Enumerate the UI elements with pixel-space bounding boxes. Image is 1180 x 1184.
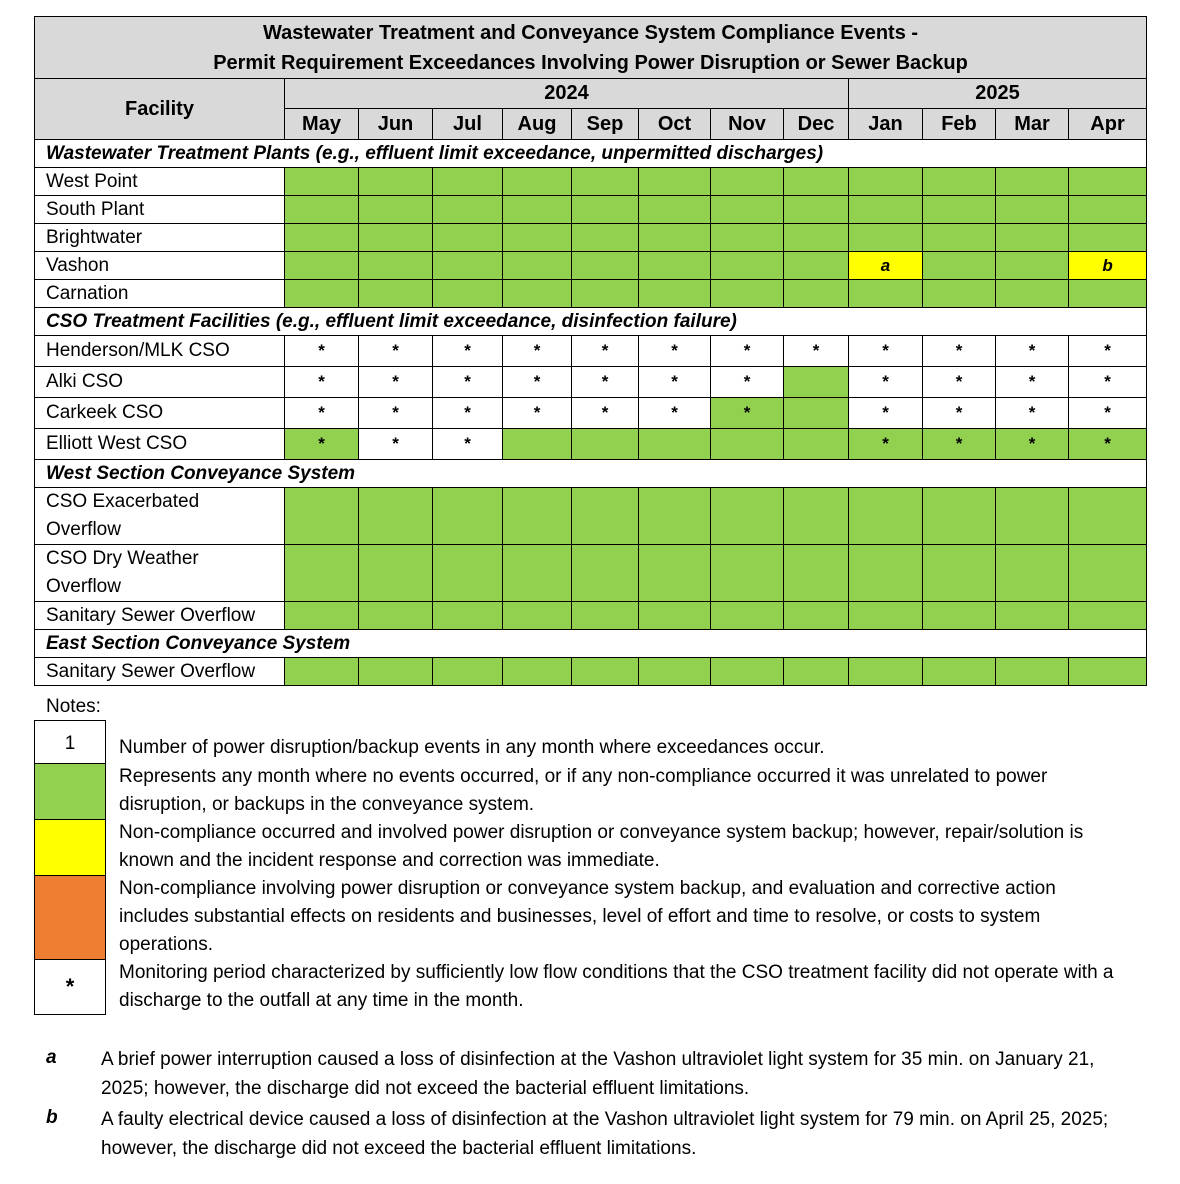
status-cell: * — [711, 336, 784, 367]
month-header-aug: Aug — [503, 109, 572, 140]
status-cell: * — [359, 398, 433, 429]
legend-description: Number of power disruption/backup events in any month where exceedances occur. — [119, 737, 825, 758]
facility-name-line: South Plant — [46, 198, 145, 220]
facility-name — [35, 658, 285, 686]
status-cell — [849, 224, 923, 252]
legend-description: Non-compliance occurred and involved power disruption or conveyance system backup; however, repair/solution is known and the incident response and correction was immediate. — [119, 822, 1084, 871]
status-cell — [572, 545, 639, 602]
status-cell — [711, 602, 784, 630]
status-cell — [784, 280, 849, 308]
facility-name — [35, 429, 285, 460]
status-cell — [923, 224, 996, 252]
status-cell: * — [784, 336, 849, 367]
facility-row — [35, 429, 1147, 460]
status-cell: * — [433, 336, 503, 367]
status-cell — [639, 252, 711, 280]
status-cell — [923, 488, 996, 545]
status-cell — [784, 602, 849, 630]
status-cell: * — [849, 429, 923, 460]
section-label: CSO Treatment Facilities (e.g., effluent limit exceedance, disinfection failure) — [35, 308, 1147, 336]
title-line-1: Wastewater Treatment and Conveyance System Compliance Events - — [263, 21, 919, 44]
compliance-table — [34, 16, 1147, 686]
status-cell: * — [996, 398, 1069, 429]
status-cell: * — [923, 429, 996, 460]
status-cell: * — [503, 367, 572, 398]
status-cell — [996, 658, 1069, 686]
status-cell — [639, 545, 711, 602]
section-label: West Section Conveyance System — [35, 460, 1147, 488]
facility-name-line: Carnation — [46, 282, 129, 304]
status-cell — [996, 280, 1069, 308]
status-cell — [433, 280, 503, 308]
status-cell — [285, 280, 359, 308]
status-cell — [1069, 658, 1147, 686]
year-header-2024: 2024 — [285, 79, 849, 109]
facility-name-line: CSO Dry Weather — [46, 548, 199, 569]
status-cell — [1069, 545, 1147, 602]
status-cell — [359, 545, 433, 602]
legend-swatch-orange — [34, 875, 106, 960]
status-cell — [639, 602, 711, 630]
status-cell — [639, 196, 711, 224]
status-cell — [359, 252, 433, 280]
facility-row — [35, 280, 1147, 308]
facility-name-line: CSO Exacerbated — [46, 491, 200, 512]
status-cell: b — [1069, 252, 1147, 280]
status-cell — [784, 398, 849, 429]
notes-label: Notes: — [46, 696, 101, 717]
section-row — [35, 460, 1147, 488]
status-cell — [285, 252, 359, 280]
status-cell — [572, 252, 639, 280]
status-cell — [784, 252, 849, 280]
facility-row — [35, 224, 1147, 252]
status-cell — [784, 224, 849, 252]
status-cell — [433, 252, 503, 280]
status-cell — [503, 602, 572, 630]
status-cell: * — [711, 367, 784, 398]
facility-name — [35, 168, 285, 196]
status-cell — [503, 280, 572, 308]
status-cell: * — [433, 367, 503, 398]
legend-swatch-white: 1 — [34, 720, 106, 764]
status-cell — [433, 658, 503, 686]
status-cell — [433, 224, 503, 252]
facility-name — [35, 280, 285, 308]
facility-name — [35, 196, 285, 224]
status-cell — [503, 196, 572, 224]
status-cell — [849, 545, 923, 602]
facility-name — [35, 336, 285, 367]
section-row — [35, 630, 1147, 658]
status-cell: * — [285, 336, 359, 367]
status-cell — [996, 545, 1069, 602]
status-cell — [711, 168, 784, 196]
facility-row — [35, 252, 1147, 280]
year-header-row — [35, 79, 1147, 109]
status-cell: * — [639, 398, 711, 429]
status-cell — [503, 224, 572, 252]
facility-name-line: Henderson/MLK CSO — [46, 340, 230, 361]
status-cell: * — [433, 429, 503, 460]
month-header-mar: Mar — [996, 109, 1069, 140]
status-cell — [639, 429, 711, 460]
status-cell — [359, 488, 433, 545]
section-label: East Section Conveyance System — [35, 630, 1147, 658]
legend-description: Represents any month where no events occurred, or if any non-compliance occurred it was unrelated to power disruption, or backups in the conveyance system. — [119, 766, 1048, 815]
facility-row — [35, 488, 1147, 545]
status-cell — [572, 488, 639, 545]
footnote-text: A brief power interruption caused a loss of disinfection at the Vashon ultraviolet light system for 35 min. on January 21, 2025; however, the discharge did not exceed the bacterial effluent limitations. — [101, 1049, 1095, 1099]
status-cell — [1069, 488, 1147, 545]
month-header-apr: Apr — [1069, 109, 1147, 140]
status-cell — [784, 367, 849, 398]
status-cell: * — [285, 429, 359, 460]
status-cell — [711, 545, 784, 602]
status-cell — [996, 488, 1069, 545]
status-cell — [923, 196, 996, 224]
month-header-jan: Jan — [849, 109, 923, 140]
facility-name-line: West Point — [46, 170, 138, 192]
status-cell — [923, 602, 996, 630]
facility-name-line: Overflow — [46, 576, 121, 597]
status-cell — [849, 196, 923, 224]
status-cell — [433, 488, 503, 545]
status-cell — [285, 602, 359, 630]
status-cell — [784, 658, 849, 686]
status-cell — [285, 658, 359, 686]
status-cell — [285, 168, 359, 196]
status-cell — [359, 196, 433, 224]
status-cell: * — [923, 336, 996, 367]
status-cell — [503, 429, 572, 460]
facility-name — [35, 398, 285, 429]
status-cell: * — [1069, 398, 1147, 429]
status-cell — [433, 602, 503, 630]
facility-name — [35, 224, 285, 252]
status-cell — [923, 545, 996, 602]
month-header-feb: Feb — [923, 109, 996, 140]
facility-row — [35, 545, 1147, 602]
status-cell: * — [1069, 429, 1147, 460]
status-cell — [711, 252, 784, 280]
status-cell: * — [923, 398, 996, 429]
status-cell — [849, 168, 923, 196]
status-cell: * — [503, 336, 572, 367]
status-cell — [639, 658, 711, 686]
facility-name-line: Elliott West CSO — [46, 433, 188, 454]
status-cell — [711, 196, 784, 224]
status-cell: * — [996, 429, 1069, 460]
status-cell: * — [572, 398, 639, 429]
status-cell — [359, 602, 433, 630]
status-cell — [503, 252, 572, 280]
section-label: Wastewater Treatment Plants (e.g., effluent limit exceedance, unpermitted discharges) — [35, 140, 1147, 168]
status-cell — [849, 658, 923, 686]
footnote-key: b — [46, 1107, 58, 1128]
status-cell — [285, 196, 359, 224]
status-cell: * — [1069, 336, 1147, 367]
status-cell — [572, 224, 639, 252]
status-cell — [996, 224, 1069, 252]
status-cell — [923, 168, 996, 196]
status-cell — [923, 252, 996, 280]
status-cell — [784, 488, 849, 545]
status-cell — [1069, 224, 1147, 252]
status-cell: * — [1069, 367, 1147, 398]
status-cell — [433, 545, 503, 602]
status-cell — [1069, 168, 1147, 196]
status-cell — [711, 224, 784, 252]
status-cell — [359, 224, 433, 252]
status-cell: * — [359, 429, 433, 460]
month-header-jul: Jul — [433, 109, 503, 140]
status-cell — [503, 488, 572, 545]
status-cell — [503, 168, 572, 196]
facility-name — [35, 602, 285, 630]
status-cell: * — [359, 367, 433, 398]
legend-description: Non-compliance involving power disruption or conveyance system backup, and evaluation and corrective action includes substantial effects on residents and businesses, level of effort and time to resolve, or costs to system operations. — [119, 878, 1056, 955]
status-cell — [433, 196, 503, 224]
footnote-key: a — [46, 1047, 57, 1068]
status-cell — [711, 488, 784, 545]
month-header-nov: Nov — [711, 109, 784, 140]
footnote-text: A faulty electrical device caused a loss of disinfection at the Vashon ultraviolet light system for 79 min. on April 25, 2025; however, the discharge did not exceed the bacterial effluent limitations. — [101, 1109, 1109, 1159]
status-cell: * — [359, 336, 433, 367]
status-cell — [639, 168, 711, 196]
status-cell — [1069, 280, 1147, 308]
facility-name — [35, 367, 285, 398]
status-cell — [784, 168, 849, 196]
status-cell — [572, 602, 639, 630]
status-cell: * — [996, 336, 1069, 367]
status-cell — [503, 658, 572, 686]
status-cell — [711, 429, 784, 460]
table-title — [35, 17, 1147, 79]
status-cell — [572, 196, 639, 224]
status-cell — [923, 280, 996, 308]
facility-name-line: Vashon — [46, 254, 110, 276]
status-cell: * — [996, 367, 1069, 398]
status-cell — [285, 488, 359, 545]
status-cell — [639, 224, 711, 252]
section-row — [35, 308, 1147, 336]
status-cell — [572, 658, 639, 686]
facility-header: Facility — [35, 79, 285, 140]
facility-name-line: Alki CSO — [46, 371, 124, 392]
status-cell — [359, 280, 433, 308]
status-cell — [1069, 602, 1147, 630]
status-cell — [996, 252, 1069, 280]
status-cell — [639, 488, 711, 545]
facility-row — [35, 336, 1147, 367]
title-line-2: Permit Requirement Exceedances Involving Power Disruption or Sewer Backup — [213, 51, 968, 74]
legend-swatch-yellow — [34, 819, 106, 876]
facility-row — [35, 367, 1147, 398]
status-cell — [849, 602, 923, 630]
status-cell — [285, 224, 359, 252]
status-cell — [503, 545, 572, 602]
month-header-may: May — [285, 109, 359, 140]
facility-row — [35, 658, 1147, 686]
legend-swatch-green — [34, 763, 106, 820]
status-cell — [359, 168, 433, 196]
month-header-jun: Jun — [359, 109, 433, 140]
status-cell: * — [433, 398, 503, 429]
status-cell — [572, 429, 639, 460]
status-cell — [923, 658, 996, 686]
status-cell: * — [285, 398, 359, 429]
facility-name — [35, 545, 285, 602]
facility-name-line: Overflow — [46, 519, 121, 540]
facility-row — [35, 168, 1147, 196]
status-cell: * — [572, 336, 639, 367]
status-cell: * — [572, 367, 639, 398]
status-cell — [996, 196, 1069, 224]
facility-row — [35, 398, 1147, 429]
status-cell — [784, 429, 849, 460]
status-cell: * — [849, 336, 923, 367]
year-header-2025: 2025 — [849, 79, 1147, 109]
status-cell: * — [923, 367, 996, 398]
month-header-sep: Sep — [572, 109, 639, 140]
status-cell — [433, 168, 503, 196]
facility-name-line: Carkeek CSO — [46, 402, 164, 423]
status-cell: * — [849, 367, 923, 398]
status-cell — [359, 658, 433, 686]
status-cell — [1069, 196, 1147, 224]
title-row — [35, 17, 1147, 79]
status-cell — [572, 168, 639, 196]
legend-swatch-white: * — [34, 959, 106, 1015]
month-header-oct: Oct — [639, 109, 711, 140]
status-cell: * — [503, 398, 572, 429]
status-cell — [784, 196, 849, 224]
facility-name-line: Brightwater — [46, 226, 143, 248]
month-header-dec: Dec — [784, 109, 849, 140]
status-cell: a — [849, 252, 923, 280]
status-cell: * — [285, 367, 359, 398]
status-cell: * — [849, 398, 923, 429]
section-row — [35, 140, 1147, 168]
status-cell — [996, 168, 1069, 196]
legend-description: Monitoring period characterized by sufficiently low flow conditions that the CSO treatment facility did not operate with a discharge to the outfall at any time in the month. — [119, 962, 1114, 1011]
facility-row — [35, 602, 1147, 630]
status-cell — [784, 545, 849, 602]
status-cell — [711, 280, 784, 308]
status-cell: * — [639, 367, 711, 398]
facility-name — [35, 488, 285, 545]
status-cell — [996, 602, 1069, 630]
status-cell — [711, 658, 784, 686]
status-cell — [639, 280, 711, 308]
status-cell: * — [711, 398, 784, 429]
facility-name — [35, 252, 285, 280]
status-cell — [572, 280, 639, 308]
status-cell: * — [639, 336, 711, 367]
status-cell — [849, 488, 923, 545]
status-cell — [285, 545, 359, 602]
facility-name-line: Sanitary Sewer Overflow — [46, 660, 256, 682]
facility-row — [35, 196, 1147, 224]
status-cell — [849, 280, 923, 308]
facility-name-line: Sanitary Sewer Overflow — [46, 604, 256, 626]
